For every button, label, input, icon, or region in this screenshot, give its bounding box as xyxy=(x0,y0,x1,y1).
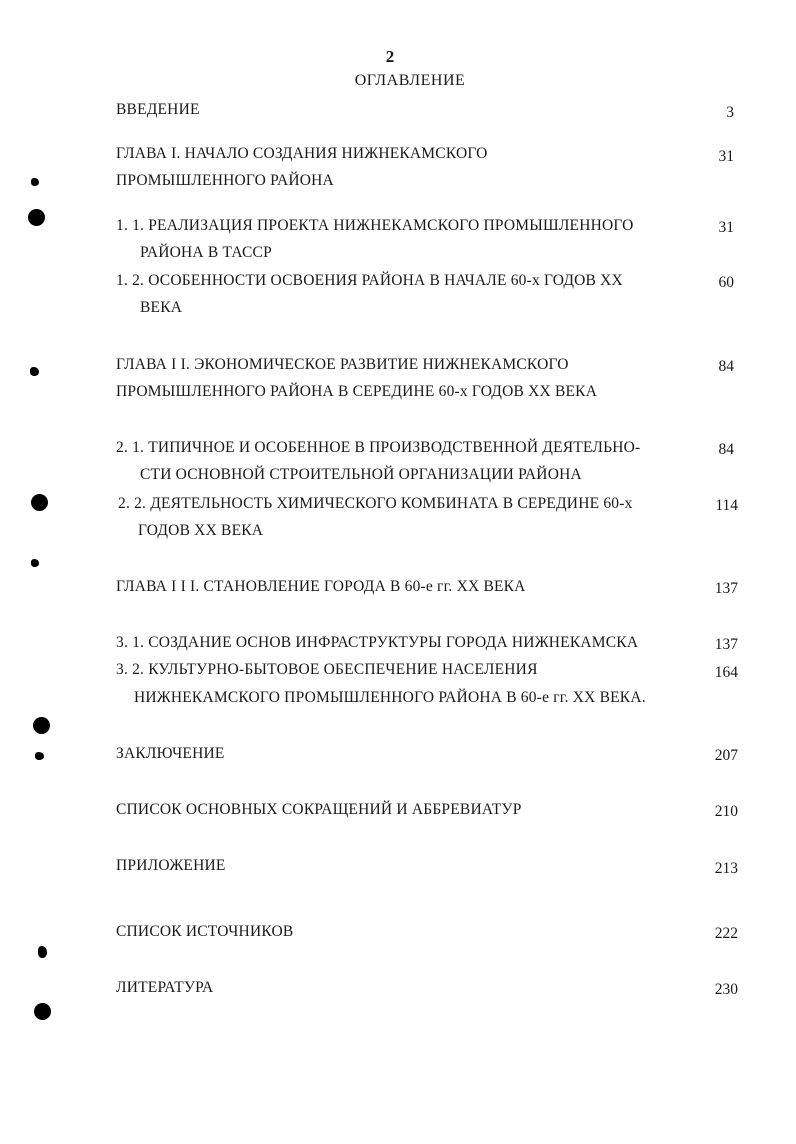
toc-section-3-1: 3. 1. СОЗДАНИЕ ОСНОВ ИНФРАСТРУКТУРЫ ГОРОДА НИЖНЕКАМСКА xyxy=(116,634,639,651)
toc-page-conclusion: 207 xyxy=(714,747,738,764)
toc-entry-abbreviations: СПИСОК ОСНОВНЫХ СОКРАЩЕНИЙ И АББРЕВИАТУР xyxy=(116,801,522,818)
toc-chapter-3: ГЛАВА I I I. СТАНОВЛЕНИЕ ГОРОДА В 60-е гг. XX ВЕКА xyxy=(116,578,526,595)
toc-chapter-1-line-1: ГЛАВА I. НАЧАЛО СОЗДАНИЯ НИЖНЕКАМСКОГО xyxy=(116,145,488,162)
toc-chapter-1-line-2: ПРОМЫШЛЕННОГО РАЙОНА xyxy=(116,172,334,189)
toc-section-3-2-line-2: НИЖНЕКАМСКОГО ПРОМЫШЛЕННОГО РАЙОНА В 60-е гг. XX ВЕКА. xyxy=(134,689,646,706)
toc-entry-introduction: ВВЕДЕНИЕ xyxy=(116,101,200,118)
toc-section-1-2-line-2: ВЕКА xyxy=(140,299,183,316)
toc-chapter-2-line-1: ГЛАВА I I. ЭКОНОМИЧЕСКОЕ РАЗВИТИЕ НИЖНЕКАМСКОГО xyxy=(116,356,569,373)
punch-hole xyxy=(28,209,45,226)
punch-hole xyxy=(34,1003,51,1020)
toc-page-section-2-2: 114 xyxy=(715,497,738,514)
toc-section-1-1-line-2: РАЙОНА В ТАССР xyxy=(140,244,272,261)
punch-hole xyxy=(31,494,48,511)
punch-hole xyxy=(33,717,50,734)
toc-entry-sources: СПИСОК ИСТОЧНИКОВ xyxy=(116,923,294,940)
scan-speck xyxy=(30,367,39,376)
toc-entry-conclusion: ЗАКЛЮЧЕНИЕ xyxy=(116,745,225,762)
toc-section-1-2-line-1: 1. 2. ОСОБЕННОСТИ ОСВОЕНИЯ РАЙОНА В НАЧАЛЕ 60-х ГОДОВ XX xyxy=(116,272,623,289)
toc-chapter-2-line-2: ПРОМЫШЛЕННОГО РАЙОНА В СЕРЕДИНЕ 60-х ГОДОВ XX ВЕКА xyxy=(116,383,598,400)
toc-page-chapter-3: 137 xyxy=(714,580,738,597)
toc-section-2-2-line-1: 2. 2. ДЕЯТЕЛЬНОСТЬ ХИМИЧЕСКОГО КОМБИНАТА В СЕРЕДИНЕ 60-х xyxy=(118,495,633,512)
toc-page-section-3-1: 137 xyxy=(714,636,738,653)
toc-section-2-2-line-2: ГОДОВ XX ВЕКА xyxy=(138,522,264,539)
toc-page-chapter-1: 31 xyxy=(718,148,734,165)
toc-page-section-1-1: 31 xyxy=(718,219,734,236)
toc-title: ОГЛАВЛЕНИЕ xyxy=(354,72,466,89)
scan-speck xyxy=(35,752,44,760)
toc-entry-literature: ЛИТЕРАТУРА xyxy=(116,979,214,996)
toc-page-section-3-2: 164 xyxy=(714,664,738,681)
toc-page-literature: 230 xyxy=(714,981,738,998)
toc-section-2-1-line-1: 2. 1. ТИПИЧНОЕ И ОСОБЕННОЕ В ПРОИЗВОДСТВЕННОЙ ДЕЯТЕЛЬНО- xyxy=(116,439,641,456)
toc-entry-appendix: ПРИЛОЖЕНИЕ xyxy=(116,857,226,874)
scan-speck xyxy=(31,559,39,567)
scan-speck xyxy=(38,946,47,958)
toc-page-appendix: 213 xyxy=(714,860,738,877)
toc-page-sources: 222 xyxy=(714,925,738,942)
toc-section-1-1-line-1: 1. 1. РЕАЛИЗАЦИЯ ПРОЕКТА НИЖНЕКАМСКОГО ПРОМЫШЛЕННОГО xyxy=(116,217,634,234)
toc-section-2-1-line-2: СТИ ОСНОВНОЙ СТРОИТЕЛЬНОЙ ОРГАНИЗАЦИИ РАЙОНА xyxy=(140,466,582,483)
toc-section-3-2-line-1: 3. 2. КУЛЬТУРНО-БЫТОВОЕ ОБЕСПЕЧЕНИЕ НАСЕЛЕНИЯ xyxy=(116,661,538,678)
scan-speck xyxy=(31,178,39,186)
toc-page-abbreviations: 210 xyxy=(714,803,738,820)
toc-page-chapter-2: 84 xyxy=(718,358,734,375)
toc-page-section-2-1: 84 xyxy=(718,441,734,458)
page-number: 2 xyxy=(385,47,395,66)
toc-page-introduction: 3 xyxy=(726,104,734,121)
toc-page-section-1-2: 60 xyxy=(718,274,734,291)
